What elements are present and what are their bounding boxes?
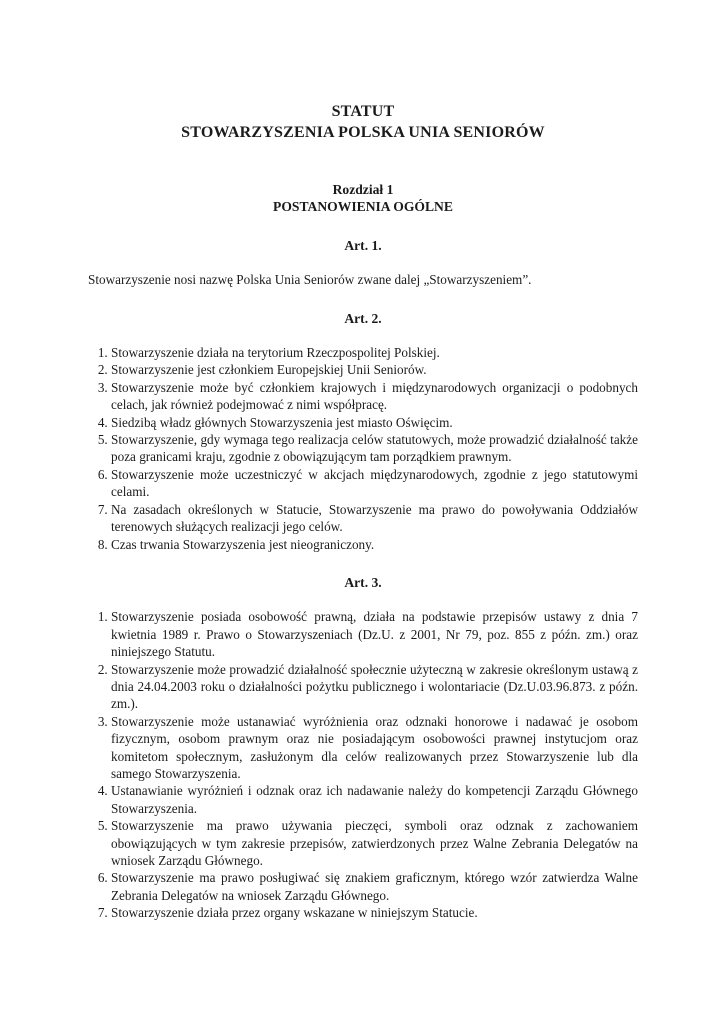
document-title bbox=[88, 101, 638, 143]
article-2-heading: Art. 2. bbox=[344, 310, 382, 326]
article-2-item: 8. Czas trwania Stowarzyszenia jest nieograniczony. bbox=[111, 536, 638, 553]
title-line-2: STOWARZYSZENIA POLSKA UNIA SENIORÓW bbox=[181, 124, 545, 141]
article-1 bbox=[88, 216, 638, 289]
article-1-heading: Art. 1. bbox=[344, 237, 382, 253]
title-line-1: STATUT bbox=[331, 103, 395, 120]
article-2-body bbox=[88, 327, 638, 553]
article-3-list bbox=[88, 608, 638, 921]
article-3-item: 6. Stowarzyszenie ma prawo posługiwać się znakiem graficznym, którego wzór zatwierdza Walne Zebrania Delegatów na wniosek Zarządu Głównego. bbox=[111, 869, 638, 904]
article-3-item: 2. Stowarzyszenie może prowadzić działalność społecznie użyteczną w zakresie określonym ustawą z dnia 24.04.2003 roku o działalności pożytku publicznego i wolontariacie (Dz.U.03.96.873. z późn. zm.). bbox=[111, 661, 638, 713]
article-2 bbox=[88, 289, 638, 553]
article-3-item: 3. Stowarzyszenie może ustanawiać wyróżnienia oraz odznaki honorowe i nadawać je osobom fizycznym, osobom prawnym oraz nie posiadającym osobowości prawnej instytucjom oraz komitetom społecznym, zasłużonym dla celów realizowanych przez Stowarzyszenie lub dla samego Stowarzyszenia. bbox=[111, 713, 638, 783]
article-2-item: 7. Na zasadach określonych w Statucie, Stowarzyszenie ma prawo do powoływania Oddziałów terenowych służących realizacji jego celów. bbox=[111, 501, 638, 536]
article-2-list bbox=[88, 344, 638, 553]
article-2-item: 4. Siedzibą władz głównych Stowarzyszenia jest miasto Oświęcim. bbox=[111, 414, 638, 431]
article-3-item: 7. Stowarzyszenie działa przez organy wskazane w niniejszym Statucie. bbox=[111, 904, 638, 921]
article-1-paragraph: Stowarzyszenie nosi nazwę Polska Unia Seniorów zwane dalej „Stowarzyszeniem”. bbox=[88, 272, 532, 288]
article-2-item: 1. Stowarzyszenie działa na terytorium Rzeczpospolitej Polskiej. bbox=[111, 344, 638, 361]
chapter-heading bbox=[88, 181, 638, 216]
article-2-item: 2. Stowarzyszenie jest członkiem Europejskiej Unii Seniorów. bbox=[111, 361, 638, 378]
chapter-number: Rozdział 1 bbox=[332, 182, 394, 197]
article-3-item: 1. Stowarzyszenie posiada osobowość prawną, działa na podstawie przepisów ustawy z dnia 7 kwietnia 1989 r. Prawo o Stowarzyszeniach (Dz.U. z 2001, Nr 79, poz. 855 z późn. zm.) oraz niniejszego Statutu. bbox=[111, 608, 638, 660]
article-3-heading: Art. 3. bbox=[344, 574, 382, 590]
article-2-item: 5. Stowarzyszenie, gdy wymaga tego realizacja celów statutowych, może prowadzić działalność także poza granicami kraju, zgodnie z obowiązującym tam porządkiem prawnym. bbox=[111, 431, 638, 466]
article-3-item: 5. Stowarzyszenie ma prawo używania pieczęci, symboli oraz odznak z zachowaniem obowiązujących w tym zakresie przepisów, zatwierdzonych przez Walne Zebrania Delegatów na wniosek Zarządu Głównego. bbox=[111, 817, 638, 869]
article-2-item: 6. Stowarzyszenie może uczestniczyć w akcjach międzynarodowych, zgodnie z jego statutowymi celami. bbox=[111, 466, 638, 501]
chapter-name: POSTANOWIENIA OGÓLNE bbox=[273, 199, 453, 215]
article-1-body bbox=[88, 254, 638, 288]
article-3 bbox=[88, 553, 638, 922]
article-3-body bbox=[88, 591, 638, 921]
article-3-item: 4. Ustanawianie wyróżnień i odznak oraz ich nadawanie należy do kompetencji Zarządu Głównego Stowarzyszenia. bbox=[111, 782, 638, 817]
article-2-item: 3. Stowarzyszenie może być członkiem krajowych i międzynarodowych organizacji o podobnych celach, jak również podejmować z nimi współpracę. bbox=[111, 379, 638, 414]
